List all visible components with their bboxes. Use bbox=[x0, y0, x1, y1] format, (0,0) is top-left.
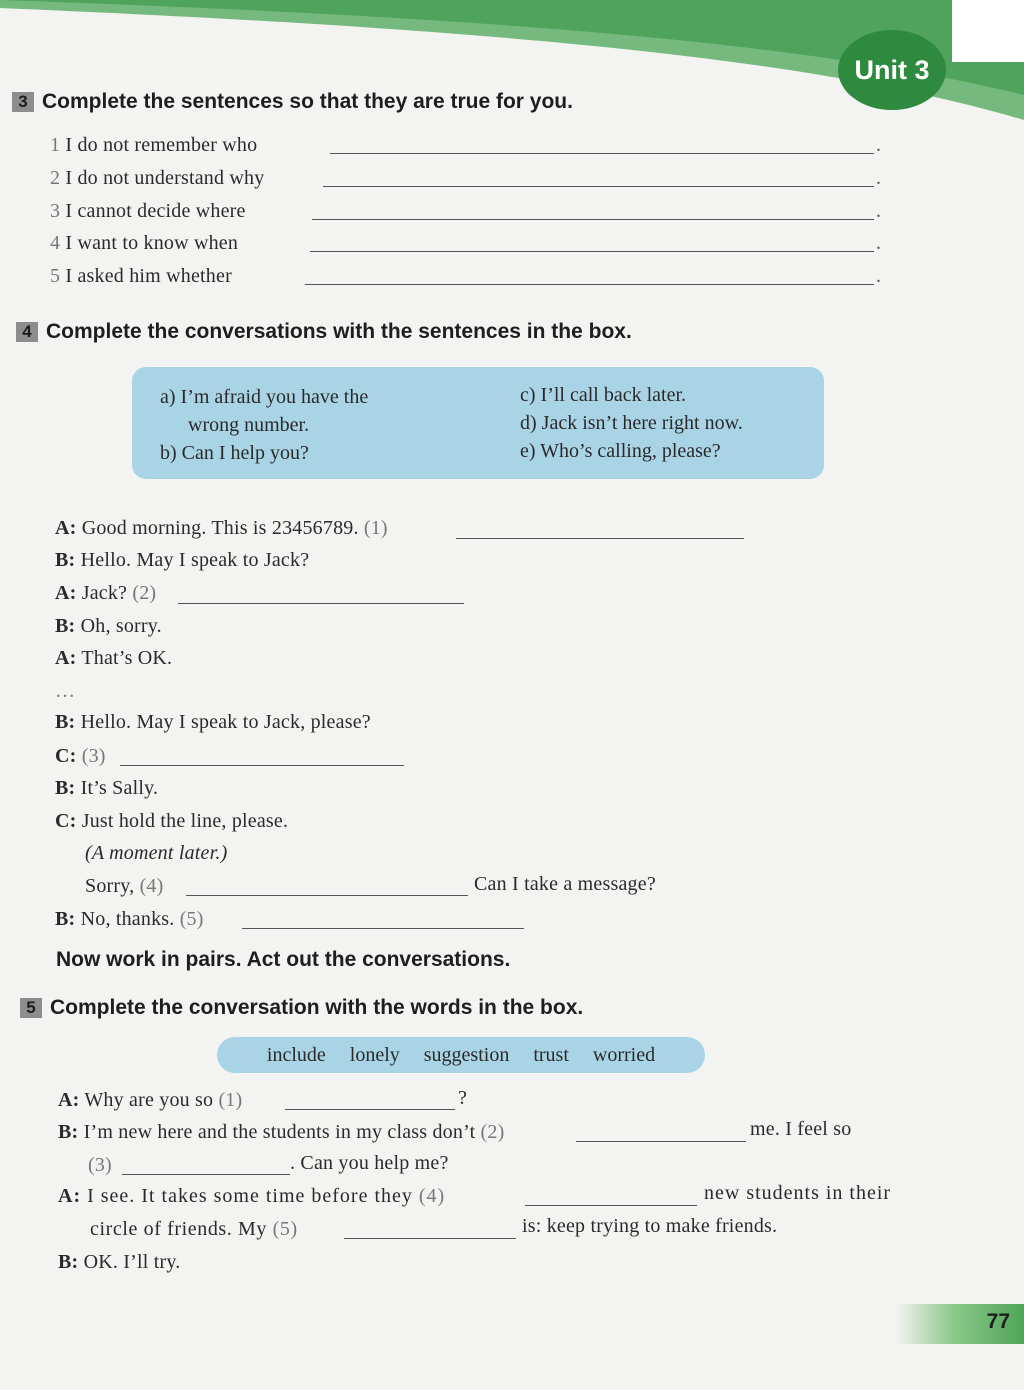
ex4-stage-direction: (A moment later.) bbox=[85, 842, 228, 864]
ex5-blank-2[interactable] bbox=[576, 1123, 746, 1142]
ex5-line-1: A: Why are you so (1) bbox=[58, 1089, 243, 1111]
word-worried: worried bbox=[592, 1043, 656, 1066]
ex4-heading bbox=[16, 320, 632, 344]
ex4-title: Complete the conversations with the sentences in the box. bbox=[46, 320, 632, 343]
ex5-heading bbox=[20, 996, 583, 1020]
box-option-b: b) Can I help you? bbox=[160, 442, 309, 464]
ex3-blank-4[interactable] bbox=[310, 233, 874, 252]
ex3-heading bbox=[12, 90, 573, 114]
ex3-item-4: 4 I want to know when bbox=[50, 232, 239, 254]
word-include: include bbox=[266, 1043, 326, 1066]
ex5-line-3: (3) bbox=[88, 1154, 112, 1176]
ex5-line-3-after: . Can you help me? bbox=[290, 1152, 449, 1174]
ex5-line-2-after: me. I feel so bbox=[750, 1118, 852, 1140]
page-corner bbox=[952, 0, 1024, 62]
ex3-blank-5[interactable] bbox=[305, 266, 874, 285]
ex4-line-8: B: It’s Sally. bbox=[55, 777, 159, 799]
ex3-item-2: 2 I do not understand why bbox=[50, 167, 265, 189]
ex4-box-right bbox=[520, 381, 743, 465]
ex3-number: 3 bbox=[12, 92, 34, 112]
ex4-line-5: A: That’s OK. bbox=[55, 647, 173, 669]
ex4-line-12: B: No, thanks. (5) bbox=[55, 908, 204, 930]
ex4-line-3: A: Jack? (2) bbox=[55, 582, 157, 604]
ex5-line-4: A: I see. It takes some time before they (4) bbox=[58, 1185, 446, 1207]
word-trust: trust bbox=[533, 1043, 569, 1066]
ex4-blank-4[interactable] bbox=[186, 877, 468, 896]
word-lonely: lonely bbox=[349, 1043, 400, 1066]
ex3-period-5: . bbox=[876, 265, 881, 287]
box-option-d: d) Jack isn’t here right now. bbox=[520, 412, 743, 434]
ex4-line-1: A: Good morning. This is 23456789. (1) bbox=[55, 517, 388, 539]
ex5-line-1-end: ? bbox=[458, 1087, 468, 1109]
ex4-line-11: Sorry, (4) bbox=[85, 875, 164, 897]
ex5-number: 5 bbox=[20, 998, 42, 1018]
ex5-title: Complete the conversation with the words in the box. bbox=[50, 996, 584, 1019]
box-option-a: a) I’m afraid you have the bbox=[160, 386, 369, 408]
unit-badge: Unit 3 bbox=[838, 30, 946, 110]
ex5-line-4-after: new students in their bbox=[704, 1182, 892, 1204]
ex4-box-left bbox=[160, 383, 368, 467]
ex4-line-6: B: Hello. May I speak to Jack, please? bbox=[55, 711, 371, 733]
ex3-period-2: . bbox=[876, 167, 881, 189]
page-number: 77 bbox=[986, 1310, 1010, 1333]
ex3-item-3: 3 I cannot decide where bbox=[50, 200, 246, 222]
ex3-period-3: . bbox=[876, 200, 881, 222]
ex4-blank-3[interactable] bbox=[120, 747, 404, 766]
ex5-blank-4[interactable] bbox=[525, 1187, 697, 1206]
ex3-blank-1[interactable] bbox=[330, 135, 874, 154]
box-option-c: c) I’ll call back later. bbox=[520, 384, 687, 406]
ex5-blank-3[interactable] bbox=[122, 1156, 290, 1175]
ex5-blank-1[interactable] bbox=[285, 1091, 455, 1110]
ex5-line-5-after: is: keep trying to make friends. bbox=[522, 1215, 778, 1237]
ex5-blank-5[interactable] bbox=[344, 1220, 516, 1239]
ex4-ellipsis: … bbox=[55, 680, 76, 702]
ex3-period-4: . bbox=[876, 232, 881, 254]
word-suggestion: suggestion bbox=[423, 1043, 510, 1066]
ex4-blank-5[interactable] bbox=[242, 910, 524, 929]
ex3-blank-2[interactable] bbox=[323, 168, 874, 187]
ex4-line-9: C: Just hold the line, please. bbox=[55, 810, 289, 832]
ex3-period-1: . bbox=[876, 134, 881, 156]
ex4-number: 4 bbox=[16, 322, 38, 342]
box-option-e: e) Who’s calling, please? bbox=[520, 440, 721, 462]
ex5-line-2: B: I’m new here and the students in my class don’t (2) bbox=[58, 1121, 505, 1143]
ex3-item-1: 1 I do not remember who bbox=[50, 134, 258, 156]
ex5-line-6: B: OK. I’ll try. bbox=[58, 1251, 181, 1273]
ex4-line-2: B: Hello. May I speak to Jack? bbox=[55, 549, 310, 571]
ex4-line-4: B: Oh, sorry. bbox=[55, 615, 162, 637]
ex4-line-7: C: (3) bbox=[55, 745, 106, 767]
ex5-word-box bbox=[217, 1037, 705, 1073]
box-option-a-cont: wrong number. bbox=[188, 414, 310, 436]
ex3-item-5: 5 I asked him whether bbox=[50, 265, 232, 287]
ex4-followup: Now work in pairs. Act out the conversations. bbox=[56, 948, 511, 971]
ex3-title: Complete the sentences so that they are true for you. bbox=[42, 90, 573, 113]
ex3-blank-3[interactable] bbox=[312, 201, 874, 220]
ex4-blank-2[interactable] bbox=[178, 585, 464, 604]
ex4-blank-1[interactable] bbox=[456, 520, 744, 539]
ex4-line-11-after: Can I take a message? bbox=[474, 873, 656, 895]
ex5-line-5: circle of friends. My (5) bbox=[90, 1218, 298, 1240]
